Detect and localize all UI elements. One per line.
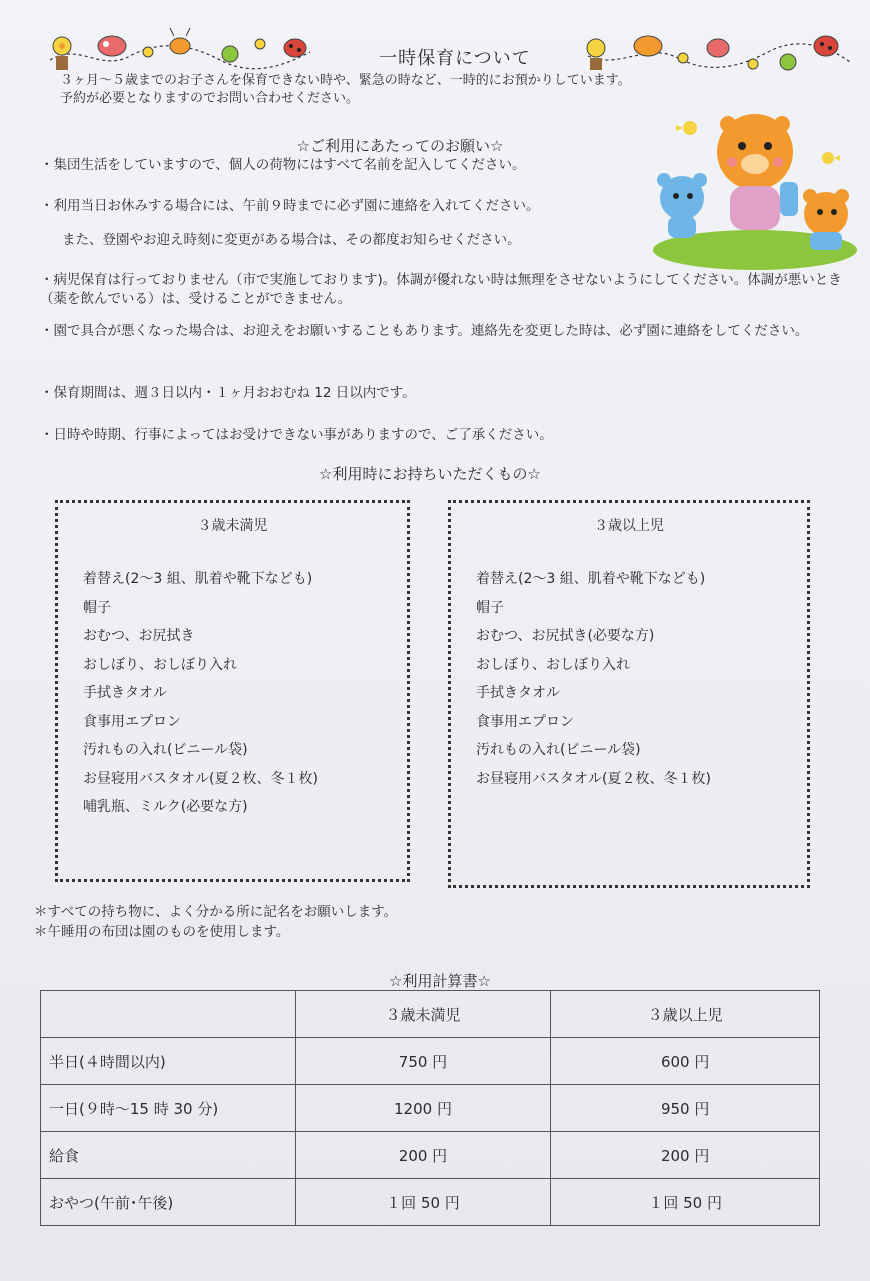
header-cell <box>41 991 296 1038</box>
list-item: お昼寝用バスタオル(夏２枚、冬１枚) <box>83 770 318 787</box>
under3-belongings-box <box>55 500 410 882</box>
list-item: 着替え(2～3 組、肌着や靴下なども) <box>83 571 313 587</box>
notices-heading: ☆ご利用にあたってのお願い☆ <box>296 137 504 155</box>
list-item: 汚れもの入れ(ビニール袋) <box>83 742 248 758</box>
belongings-notes <box>34 902 397 942</box>
list-item: 着替え(2～3 組、肌着や靴下なども) <box>476 571 706 587</box>
fee-cell: 1200 円 <box>295 1085 551 1132</box>
over3-box-title: ３歳以上児 <box>594 518 664 534</box>
notice-item: ・集団生活をしていますので、個人の荷物にはすべて名前を記入してください。 <box>40 157 526 173</box>
over3-belongings-box <box>448 500 810 888</box>
over3-list <box>476 565 711 793</box>
row-label: 半日(４時間以内) <box>41 1038 296 1085</box>
intro-text <box>60 72 780 108</box>
notice-item: ・病児保育は行っておりません（市で実施しております)。体調が優れない時は無理をさせないようにしてください。体調が悪いとき（薬を飲んでいる）は、受けることができません。 <box>40 272 842 307</box>
fee-cell: 950 円 <box>551 1085 820 1132</box>
fee-cell: １回 50 円 <box>295 1179 551 1226</box>
list-item: 帽子 <box>476 599 504 616</box>
fee-cell: 200 円 <box>295 1132 551 1179</box>
fee-cell: 750 円 <box>295 1038 551 1085</box>
table-row <box>41 1038 820 1085</box>
header-cell: ３歳未満児 <box>295 991 551 1038</box>
intro-line: 予約が必要となりますのでお問い合わせください。 <box>60 91 360 106</box>
list-item: 哺乳瓶、ミルク(必要な方) <box>83 799 248 815</box>
note-line: ＊午睡用の布団は園のものを使用します。 <box>34 924 290 940</box>
note-line: ＊すべての持ち物に、よく分かる所に記名をお願いします。 <box>34 904 398 920</box>
row-label: 一日(９時～15 時 30 分) <box>41 1085 296 1132</box>
list-item: 食事用エプロン <box>83 713 181 730</box>
page-title: 一時保育について <box>379 48 531 69</box>
under3-box-title: ３歳未満児 <box>197 518 268 534</box>
under3-list <box>83 565 318 822</box>
notice-item: ・保育期間は、週３日以内・１ヶ月おおむね 12 日以内です。 <box>40 385 416 401</box>
list-item: お昼寝用バスタオル(夏２枚、冬１枚) <box>476 770 711 787</box>
list-item: 手拭きタオル <box>476 685 560 701</box>
table-header-row <box>41 991 820 1038</box>
header-cell: ３歳以上児 <box>551 991 820 1038</box>
table-row <box>41 1179 820 1226</box>
list-item: おむつ、お尻拭き <box>83 628 195 644</box>
list-item: おしぼり、おしぼり入れ <box>83 656 237 673</box>
row-label: おやつ(午前･午後) <box>41 1179 296 1226</box>
notice-item: ・園で具合が悪くなった場合は、お迎えをお願いすることもあります。連絡先を変更した時は、必ず園に連絡をしてください。 <box>40 323 809 339</box>
list-item: おしぼり、おしぼり入れ <box>476 656 630 673</box>
fees-heading: ☆利用計算書☆ <box>389 972 491 990</box>
row-label: 給食 <box>41 1132 296 1179</box>
notice-item: ・日時や時期、行事によってはお受けできない事がありますので、ご了承ください。 <box>40 427 553 443</box>
list-item: 手拭きタオル <box>83 685 167 701</box>
fee-table <box>40 990 820 1226</box>
fee-cell: 600 円 <box>551 1038 820 1085</box>
list-item: 帽子 <box>83 599 111 616</box>
belongings-heading: ☆利用時にお持ちいただくもの☆ <box>319 465 541 483</box>
notice-item: また、登園やお迎え時刻に変更がある場合は、その都度お知らせください。 <box>62 232 521 248</box>
list-item: 食事用エプロン <box>476 713 574 730</box>
notice-item: ・利用当日お休みする場合には、午前９時までに必ず園に連絡を入れてください。 <box>40 198 540 214</box>
table-row <box>41 1085 820 1132</box>
list-item: 汚れもの入れ(ビニール袋) <box>476 742 641 758</box>
fee-cell: １回 50 円 <box>551 1179 820 1226</box>
list-item: おむつ、お尻拭き(必要な方) <box>476 628 655 644</box>
bear-mascots-icon <box>650 110 860 270</box>
intro-line: ３ヶ月～５歳までのお子さんを保育できない時や、緊急の時など、一時的にお預かりしています。 <box>60 73 631 88</box>
fee-cell: 200 円 <box>551 1132 820 1179</box>
table-row <box>41 1132 820 1179</box>
